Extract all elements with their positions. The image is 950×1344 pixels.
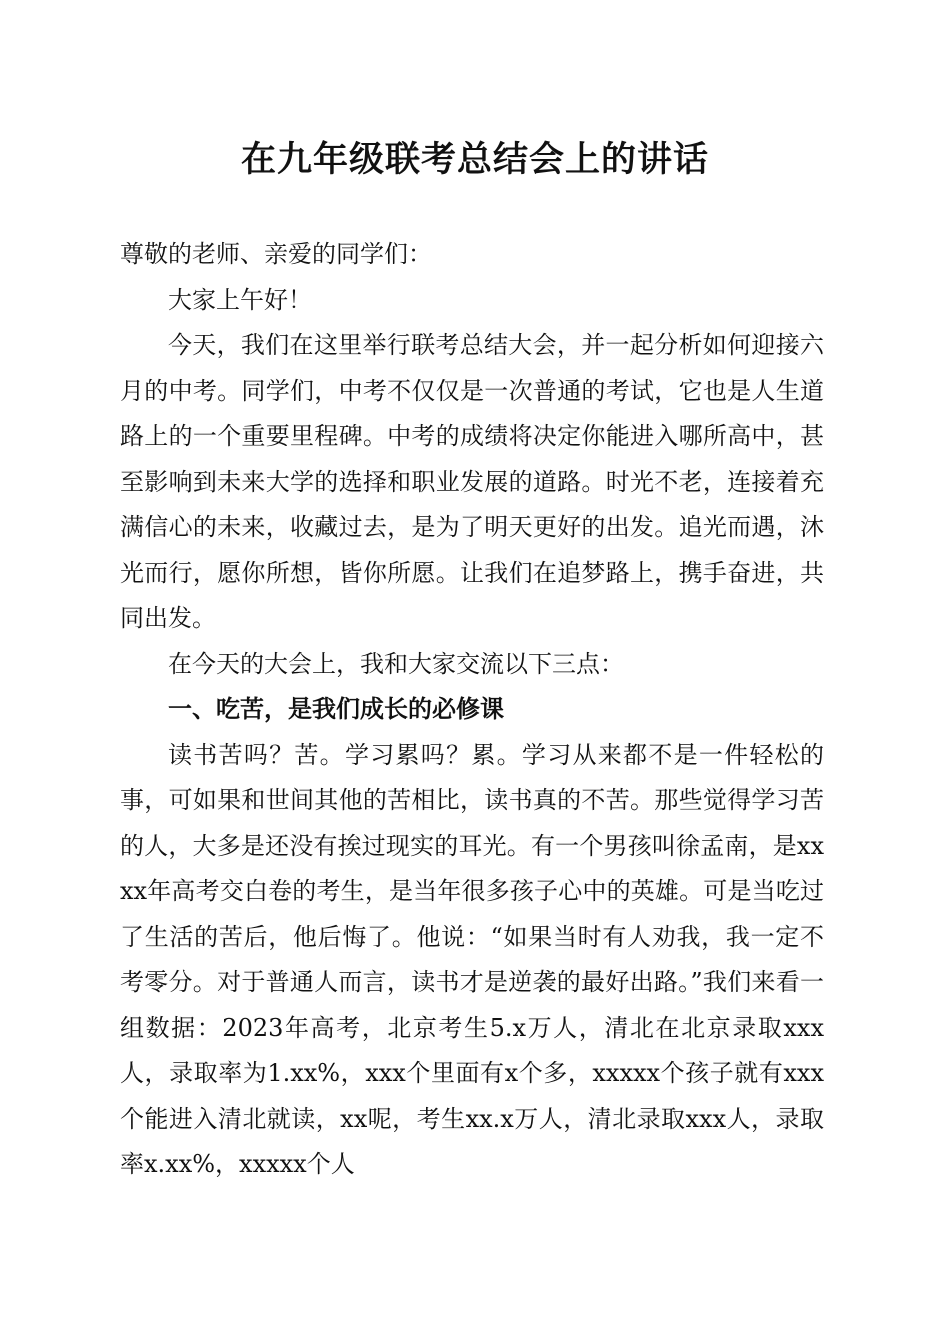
greeting: 大家上午好！	[168, 285, 312, 314]
section-heading-1: 一、吃苦，是我们成长的必修课	[168, 695, 504, 723]
paragraph-section-1: 读书苦吗？苦。学习累吗？累。学习从来都不是一件轻松的事，可如果和世间其他的苦相比，读书真的不苦。那些觉得学习苦的人，大多是还没有挨过现实的耳光。有一个男孩叫徐孟南，是xxxx年高考交白卷的考生，是当年很多孩子心中的英雄。可是当吃过了生活的苦后，他后悔了。他说：“如果当时有人劝我，我一定不考零分。对于普通人而言，读书才是逆袭的最好出路。”我们来看一组数据：2023年高考，北京考生5.x万人，清北在北京录取xxx人，录取率为1.xx%，xxx个里面有x个多，xxxxx个孩子就有xxx个能进入清北就读，xx呢，考生xx.x万人，清北录取xxx人，录取率x.xx%，xxxxx个人	[120, 740, 824, 1178]
document-body	[120, 232, 824, 1188]
paragraph-intro: 今天，我们在这里举行联考总结大会，并一起分析如何迎接六月的中考。同学们，中考不仅仅是一次普通的考试，它也是人生道路上的一个重要里程碑。中考的成绩将决定你能进入哪所高中，甚至影响到未来大学的选择和职业发展的道路。时光不老，连接着充满信心的未来，收藏过去，是为了明天更好的出发。追光而遇，沐光而行，愿你所想，皆你所愿。让我们在追梦路上，携手奋进，共同出发。	[120, 331, 824, 632]
paragraph-outline: 在今天的大会上，我和大家交流以下三点：	[168, 649, 624, 678]
document-title: 在九年级联考总结会上的讲话	[240, 139, 709, 180]
salutation: 尊敬的老师、亲爱的同学们：	[120, 240, 432, 268]
